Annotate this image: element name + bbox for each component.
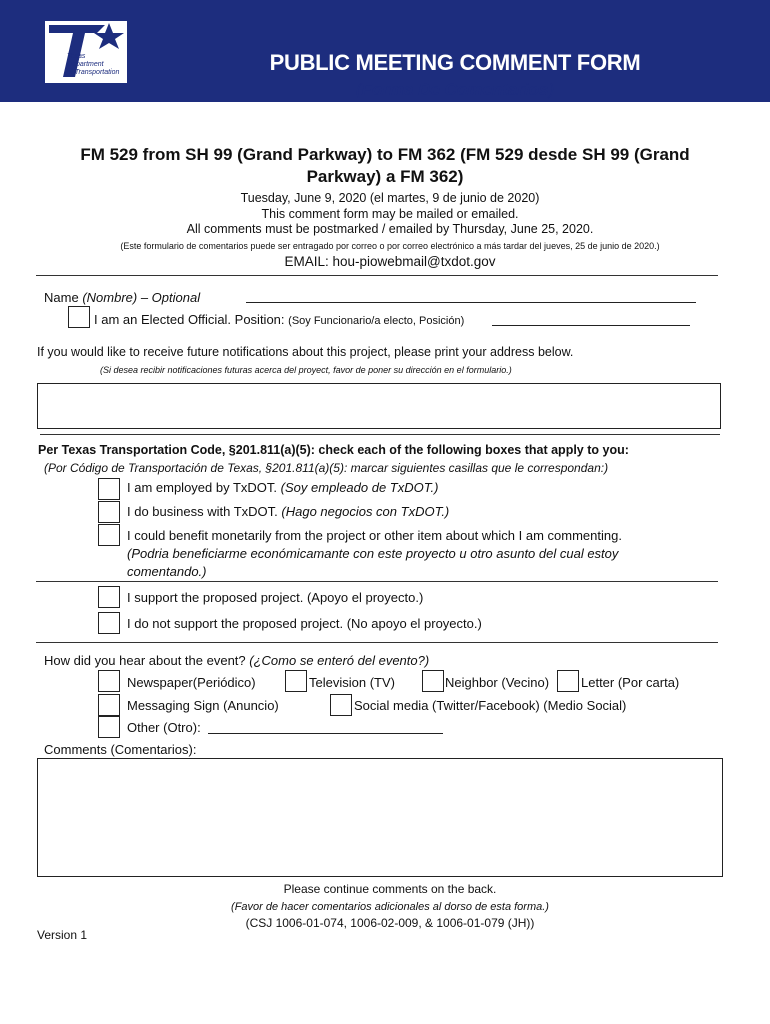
elected-label-es: (Soy Funcionario/a electo, Posición): [288, 315, 465, 327]
version-label: Version 1: [37, 928, 88, 942]
logo-line-2: Department: [67, 61, 104, 68]
benefit-label-es: (Podria beneficiarme económicamante con este proyecto u otro asunto del cual estoy: [127, 546, 619, 561]
other-checkbox[interactable]: [98, 716, 120, 738]
form-title: PUBLIC MEETING COMMENT FORM: [269, 50, 641, 75]
csj-line: (CSJ 1006-01-074, 1006-02-009, & 1006-01-079 (JH)): [245, 916, 535, 930]
elected-label-text: I am an Elected Official. Position:: [94, 312, 285, 327]
employed-label: [127, 479, 438, 496]
messaging-sign-checkbox[interactable]: [98, 694, 120, 716]
letter-label: Letter (Por carta): [581, 675, 680, 690]
position-field[interactable]: [492, 325, 690, 326]
divider: [40, 434, 720, 435]
name-field[interactable]: [246, 302, 696, 303]
address-prompt-es: (Si desea recibir notificaciones futuras acerca del proyect, favor de poner su dirección en el formulario.): [100, 365, 512, 375]
letter-checkbox[interactable]: [557, 670, 579, 692]
elected-official-checkbox[interactable]: [68, 306, 90, 328]
business-checkbox[interactable]: [98, 501, 120, 523]
name-label: [44, 289, 200, 306]
social-media-checkbox[interactable]: [330, 694, 352, 716]
benefit-label: I could benefit monetarily from the project or other item about which I am commenting.: [127, 528, 622, 543]
benefit-checkbox[interactable]: [98, 524, 120, 546]
comments-label: Comments (Comentarios):: [44, 742, 197, 757]
benefit-label-es-2: comentando.): [127, 564, 207, 579]
continue-note: Please continue comments on the back.: [283, 882, 497, 896]
comments-field[interactable]: [37, 758, 723, 877]
code-heading: Per Texas Transportation Code, §201.811(a)(5): check each of the following boxes that apply to you:: [38, 443, 629, 457]
other-label: Other (Otro):: [127, 720, 201, 735]
not-support-checkbox[interactable]: [98, 612, 120, 634]
divider: [36, 581, 718, 582]
registered-mark: ®: [121, 26, 127, 33]
not-support-label: I do not support the proposed project. (No apoyo el proyecto.): [127, 616, 482, 631]
address-prompt: If you would like to receive future notifications about this project, please print your address below.: [37, 345, 574, 359]
hear-question-text: How did you hear about the event?: [44, 653, 246, 668]
hear-question: [44, 652, 429, 669]
subtitle-close-paren: ): [548, 80, 555, 99]
television-checkbox[interactable]: [285, 670, 307, 692]
email-line: EMAIL: hou-piowebmail@txdot.gov: [284, 254, 496, 269]
other-field[interactable]: [208, 733, 443, 734]
continue-note-es: (Favor de hacer comentarios adicionales al dorso de esta forma.): [231, 901, 549, 913]
logo-line-1: Texas: [67, 53, 86, 60]
support-checkbox[interactable]: [98, 586, 120, 608]
name-optional: – Optional: [140, 290, 201, 305]
postmark-note: All comments must be postmarked / emailed by Thursday, June 25, 2020.: [186, 222, 594, 236]
divider: [36, 642, 718, 643]
business-text: I do business with TxDOT.: [127, 504, 278, 519]
employed-checkbox[interactable]: [98, 478, 120, 500]
newspaper-checkbox[interactable]: [98, 670, 120, 692]
subtitle-text: Forma De Comentarios: [361, 80, 549, 99]
newspaper-label: Newspaper(Periódico): [127, 675, 256, 690]
business-label: [127, 503, 449, 520]
project-title: FM 529 from SH 99 (Grand Parkway) to FM 362 (FM 529 desde SH 99 (Grand Parkway) a FM 362): [80, 145, 690, 186]
neighbor-label: Neighbor (Vecino): [445, 675, 550, 690]
code-heading-es: (Por Código de Transportación de Texas, §201.811(a)(5): marcar siguientes casillas que le correspondan:): [44, 461, 609, 475]
employed-text-es: (Soy empleado de TxDOT.): [280, 480, 439, 495]
employed-text: I am employed by TxDOT.: [127, 480, 278, 495]
meeting-date: Tuesday, June 9, 2020 (el martes, 9 de junio de 2020): [240, 191, 540, 205]
address-field[interactable]: [37, 383, 721, 429]
name-label-text: Name: [44, 290, 79, 305]
txdot-logo: [44, 20, 128, 84]
social-media-label: Social media (Twitter/Facebook) (Medio Social): [354, 698, 627, 713]
support-label: I support the proposed project. (Apoyo el proyecto.): [127, 590, 424, 605]
divider: [36, 275, 718, 276]
spanish-note: (Este formulario de comentarios puede ser entragado por correo o por correo electrónico a más tardar del jueves, 25 de junio de 2020.): [120, 241, 660, 251]
elected-label: [94, 311, 464, 330]
business-text-es: (Hago negocios con TxDOT.): [281, 504, 450, 519]
television-label: Television (TV): [309, 675, 395, 690]
logo-text: [67, 53, 127, 77]
messaging-sign-label: Messaging Sign (Anuncio): [127, 698, 279, 713]
form-subtitle: [200, 80, 710, 100]
subtitle-open-paren: (: [355, 80, 362, 99]
logo-line-3: of Transportation: [67, 69, 120, 76]
neighbor-checkbox[interactable]: [422, 670, 444, 692]
mail-note: This comment form may be mailed or emailed.: [261, 207, 519, 221]
name-label-es: (Nombre): [82, 290, 138, 305]
hear-question-es: (¿Como se enteró del evento?): [249, 653, 430, 668]
